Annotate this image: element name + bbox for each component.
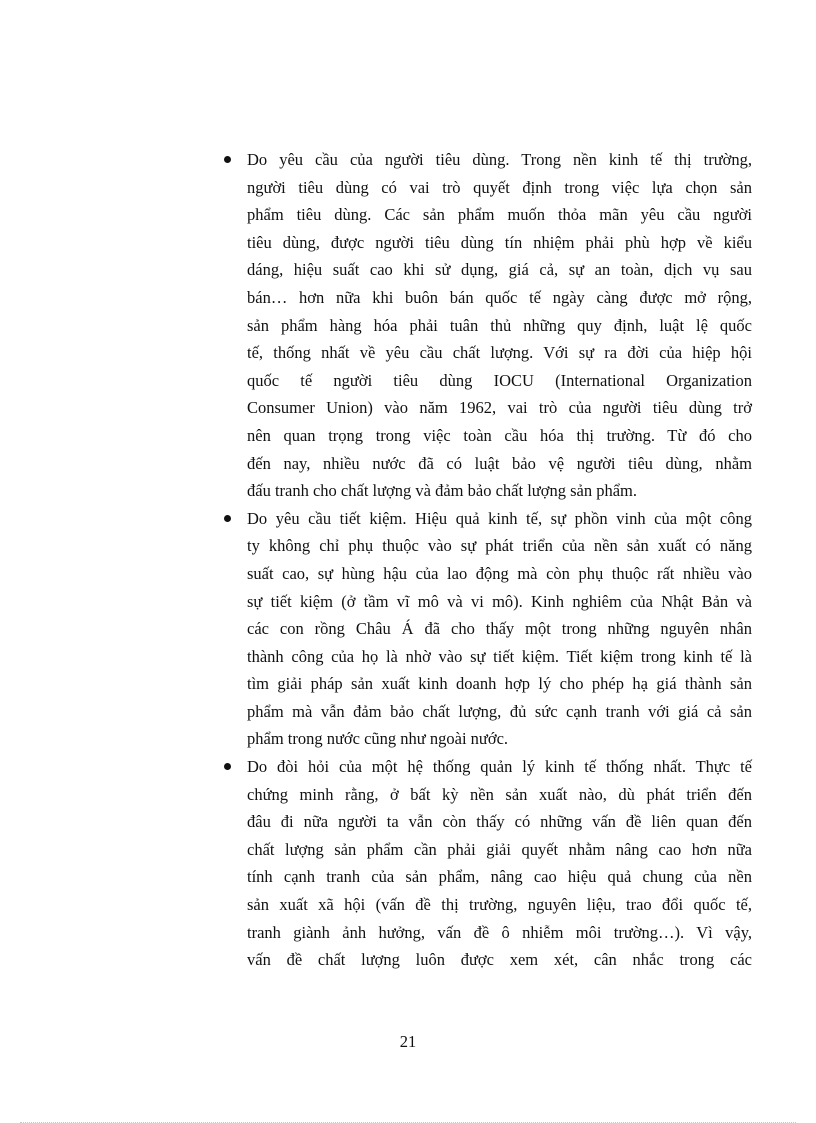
bullet-management-system-demand bbox=[222, 753, 752, 974]
page-number: 21 bbox=[399, 1032, 417, 1051]
bullet-consumer-demand bbox=[222, 146, 752, 505]
text-line: Do yêu cầu của người tiêu dùng. Trong nền kinh tế thị trường, bbox=[247, 150, 752, 169]
bullet-dot bbox=[224, 156, 231, 163]
text-line: tranh giành ảnh hưởng, vấn đề ô nhiễm môi trường…). Vì vậy, bbox=[247, 922, 752, 942]
text-line: suất cao, sự hùng hậu của lao động mà còn phụ thuộc rất nhiều vào bbox=[247, 563, 752, 583]
text-line: sản xuất xã hội (vấn đề thị trường, nguyên liệu, trao đổi quốc tế, bbox=[247, 895, 752, 915]
text-line: người tiêu dùng có vai trò quyết định trong việc lựa chọn sản bbox=[247, 177, 752, 197]
text-line: vấn đề chất lượng luôn được xem xét, cân nhắc trong các bbox=[247, 950, 752, 970]
text-line: dáng, hiệu suất cao khi sử dụng, giá cả, sự an toàn, dịch vụ sau bbox=[247, 260, 752, 280]
text-line: tìm giải pháp sản xuất kinh doanh hợp lý cho phép hạ giá thành sản bbox=[247, 674, 752, 694]
text-line: tiêu dùng, được người tiêu dùng tín nhiệm phải phù hợp về kiểu bbox=[247, 232, 752, 252]
text-line: bán… hơn nữa khi buôn bán quốc tế ngày càng được mở rộng, bbox=[247, 287, 752, 307]
bullet-dot bbox=[224, 515, 231, 522]
text-line: đấu tranh cho chất lượng và đảm bảo chất lượng sản phẩm. bbox=[247, 481, 637, 501]
text-line: chứng minh rằng, ở bất kỳ nền sản xuất nào, dù phát triển đến bbox=[247, 784, 752, 804]
text-line: tính cạnh tranh của sản phẩm, nâng cao hiệu quả chung của nền bbox=[247, 867, 752, 887]
text-line: ty không chỉ phụ thuộc vào sự phát triển của nền sản xuất có năng bbox=[247, 536, 752, 556]
text-line: phẩm tiêu dùng. Các sản phẩm muốn thỏa mãn yêu cầu người bbox=[247, 205, 752, 225]
text-line: thành công của họ là nhờ vào sự tiết kiệm. Tiết kiệm trong kinh tế là bbox=[247, 646, 752, 666]
text-line: đâu đi nữa người ta vẫn còn thấy có những vấn đề liên quan đến bbox=[247, 812, 752, 832]
text-line: Do yêu cầu tiết kiệm. Hiệu quả kinh tế, sự phồn vinh của một công bbox=[247, 508, 752, 528]
bullet-dot bbox=[224, 763, 231, 770]
text-line: sản phẩm hàng hóa phải tuân thủ những quy định, luật lệ quốc bbox=[247, 315, 752, 335]
text-line: chất lượng sản phẩm cần phải giải quyết nhằm nâng cao hơn nữa bbox=[247, 839, 752, 859]
text-line: các con rồng Châu Á đã cho thấy một trong những nguyên nhân bbox=[247, 619, 752, 639]
page-content bbox=[222, 146, 752, 974]
bullet-savings-demand bbox=[222, 505, 752, 753]
text-line: nên quan trọng trong việc toàn cầu hóa thị trường. Từ đó cho bbox=[247, 425, 752, 445]
text-line: tế, thống nhất về yêu cầu chất lượng. Với sự ra đời của hiệp hội bbox=[247, 343, 752, 363]
text-line: phẩm mà vẫn đảm bảo chất lượng, đủ sức cạnh tranh với giá cả sản bbox=[247, 701, 752, 721]
text-line: Do đòi hỏi của một hệ thống quản lý kinh tế thống nhất. Thực tế bbox=[247, 757, 752, 777]
text-line: phẩm trong nước cũng như ngoài nước. bbox=[247, 729, 509, 749]
text-line: đến nay, nhiều nước đã có luật bảo vệ người tiêu dùng, nhằm bbox=[247, 453, 752, 473]
text-line: quốc tế người tiêu dùng IOCU (International Organization bbox=[247, 370, 752, 390]
text-line: Consumer Union) vào năm 1962, vai trò của người tiêu dùng trở bbox=[247, 398, 752, 418]
text-line: sự tiết kiệm (ở tầm vĩ mô và vi mô). Kinh nghiêm của Nhật Bản và bbox=[247, 591, 752, 611]
